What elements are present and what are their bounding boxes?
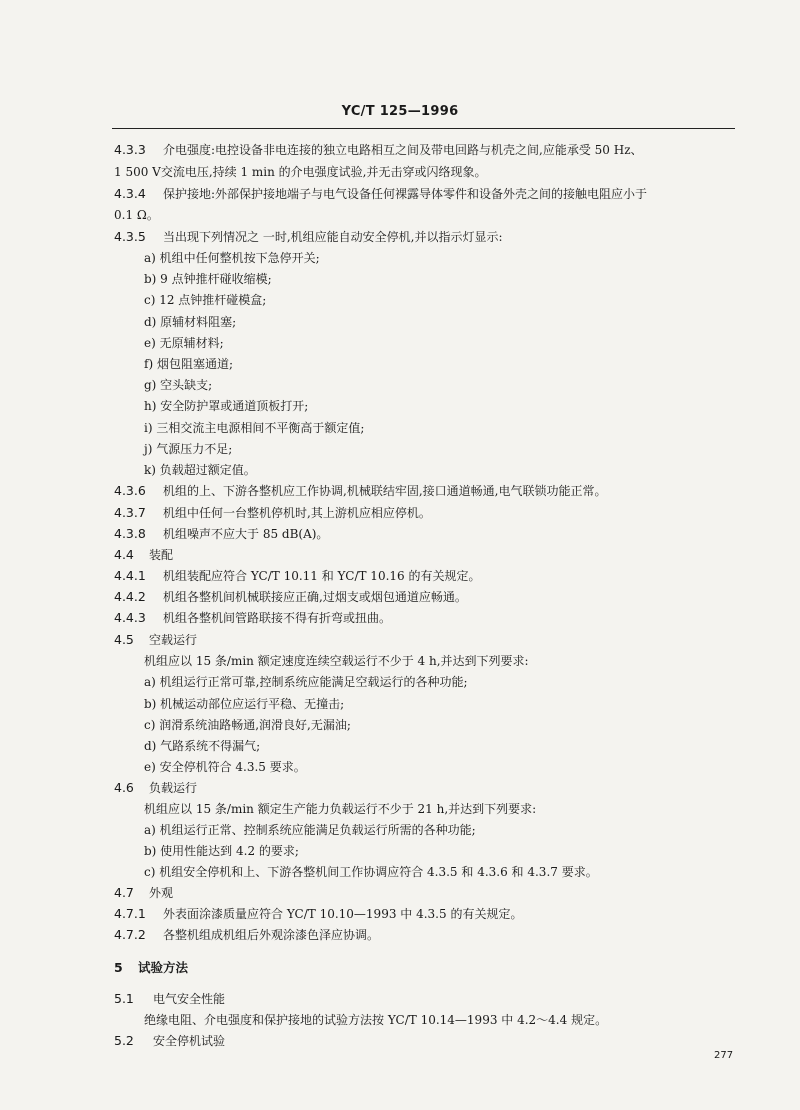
list-item-text: h) 安全防护罩或通道顶板打开;: [144, 399, 309, 413]
list-item-text: b) 机械运动部位应运行平稳、无撞击;: [144, 697, 345, 711]
clause-number: 4.3.4: [114, 186, 146, 201]
clause-number: 4.7.2: [114, 927, 146, 942]
page-number: 277: [714, 1050, 734, 1061]
section-number: 5.1: [114, 991, 134, 1006]
section-title: 安全停机试验: [153, 1034, 226, 1048]
clause-number: 4.4.3: [114, 610, 146, 625]
section-title: 装配: [149, 548, 174, 562]
list-item-text: c) 润滑系统油路畅通,润滑良好,无漏油;: [144, 718, 351, 732]
paragraph-text: 绝缘电阻、介电强度和保护接地的试验方法按 YC/T 10.14—1993 中 4.2～4.4 规定。: [144, 1013, 608, 1027]
list-item-text: j) 气源压力不足;: [144, 442, 233, 456]
clause-text: 机组中任何一台整机停机时,其上游机应相应停机。: [163, 506, 431, 520]
section-number: 5.2: [114, 1033, 134, 1048]
clause-text: 当出现下列情况之 一时,机组应能自动安全停机,并以指示灯显示:: [163, 230, 503, 244]
clause-text: 1 500 V交流电压,持续 1 min 的介电强度试验,并无击穿或闪络现象。: [114, 165, 487, 179]
section-title: 试验方法: [138, 960, 189, 975]
clause-text: 机组各整机间管路联接不得有折弯或扭曲。: [163, 611, 392, 625]
section-title: 负载运行: [149, 781, 198, 795]
section-title: 电气安全性能: [153, 992, 226, 1006]
clause-number: 4.7.1: [114, 906, 146, 921]
list-item-text: a) 机组运行正常可靠,控制系统应能满足空载运行的各种功能;: [144, 675, 468, 689]
list-item-text: b) 9 点钟推杆碰收缩模;: [144, 272, 272, 286]
section-title: 外观: [149, 886, 174, 900]
clause-number: 4.3.8: [114, 526, 146, 541]
list-item-text: k) 负载超过额定值。: [144, 463, 256, 477]
clause-number: 4.4.1: [114, 568, 146, 583]
header-rule: [112, 128, 735, 129]
section-title: 空载运行: [149, 633, 198, 647]
section-number: 4.4: [114, 547, 134, 562]
list-item-text: d) 气路系统不得漏气;: [144, 739, 261, 753]
clause-number: 4.4.2: [114, 589, 146, 604]
clause-number: 4.3.7: [114, 505, 146, 520]
list-item-text: b) 使用性能达到 4.2 的要求;: [144, 844, 299, 858]
clause-number: 4.3.6: [114, 483, 146, 498]
list-item-text: g) 空头缺支;: [144, 378, 213, 392]
clause-text: 保护接地:外部保护接地端子与电气设备任何裸露导体零件和设备外壳之间的接触电阻应小于: [163, 187, 648, 201]
list-item-text: e) 安全停机符合 4.3.5 要求。: [144, 760, 306, 774]
list-item-text: d) 原辅材料阻塞;: [144, 315, 237, 329]
clause-text: 机组装配应符合 YC/T 10.11 和 YC/T 10.16 的有关规定。: [163, 569, 481, 583]
clause-number: 4.3.3: [114, 142, 146, 157]
list-item-text: f) 烟包阻塞通道;: [144, 357, 233, 371]
clause-text: 机组的上、下游各整机应工作协调,机械联结牢固,接口通道畅通,电气联锁功能正常。: [163, 484, 607, 498]
section-number: 4.6: [114, 780, 134, 795]
section-number: 5: [114, 960, 123, 975]
section-number: 4.5: [114, 632, 134, 647]
page-header: YC/T 125—1996: [341, 104, 459, 119]
clause-text: 介电强度:电控设备非电连接的独立电路相互之间及带电回路与机壳之间,应能承受 50 Hz、: [163, 143, 643, 157]
list-item-text: e) 无原辅材料;: [144, 336, 224, 350]
paragraph-text: 机组应以 15 条/min 额定生产能力负载运行不少于 21 h,并达到下列要求:: [144, 802, 537, 816]
section-number: 4.7: [114, 885, 134, 900]
list-item-text: a) 机组中任何整机按下急停开关;: [144, 251, 320, 265]
clause-number: 4.3.5: [114, 229, 146, 244]
list-item-text: c) 机组安全停机和上、下游各整机间工作协调应符合 4.3.5 和 4.3.6 和 4.3.7 要求。: [144, 865, 598, 879]
clause-text: 0.1 Ω。: [114, 208, 159, 222]
paragraph-text: 机组应以 15 条/min 额定速度连续空载运行不少于 4 h,并达到下列要求:: [144, 654, 529, 668]
list-item-text: a) 机组运行正常、控制系统应能满足负载运行所需的各种功能;: [144, 823, 476, 837]
clause-text: 外表面涂漆质量应符合 YC/T 10.10—1993 中 4.3.5 的有关规定。: [163, 907, 523, 921]
clause-text: 各整机组成机组后外观涂漆色泽应协调。: [163, 928, 380, 942]
clause-text: 机组各整机间机械联接应正确,过烟支或烟包通道应畅通。: [163, 590, 467, 604]
list-item-text: c) 12 点钟推杆碰模盒;: [144, 293, 267, 307]
clause-text: 机组噪声不应大于 85 dB(A)。: [163, 527, 329, 541]
list-item-text: i) 三相交流主电源相间不平衡高于额定值;: [144, 421, 365, 435]
